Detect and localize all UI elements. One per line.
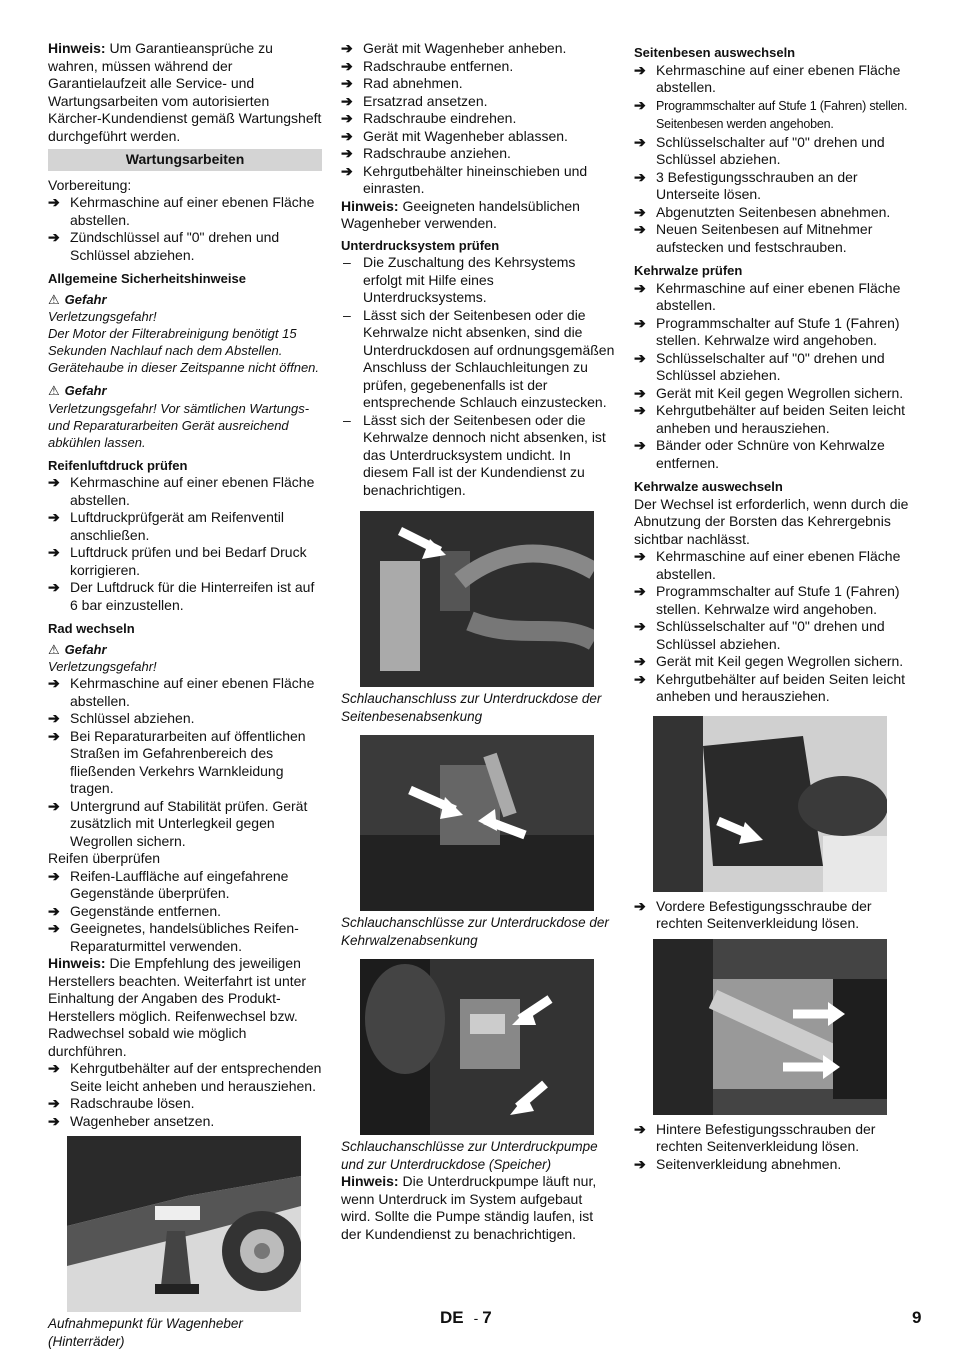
dash-bullet-icon: – <box>343 306 351 323</box>
dash-bullet-icon: – <box>343 254 351 270</box>
step-item <box>634 350 910 385</box>
step-text: Kehrgutbehälter auf der entsprechenden Seite leicht anheben und herausziehen. <box>70 1060 322 1094</box>
step-item <box>634 385 910 403</box>
step-text: Wagenheber ansetzen. <box>70 1112 215 1129</box>
step-item <box>634 671 910 706</box>
step-text: Radschraube anziehen. <box>363 145 511 161</box>
right-arrow-icon: ➔ <box>634 96 646 113</box>
step-text: Radschraube lösen. <box>70 1095 195 1111</box>
step-item <box>634 97 910 134</box>
step-text: Kehrgutbehälter auf beiden Seiten leicht anheben und herausziehen. <box>656 402 906 436</box>
right-arrow-icon: ➔ <box>48 544 60 560</box>
roller-swap-text: Der Wechsel ist erforderlich, wenn durch die Abnutzung der Borsten das Kehrergebnis sichtbar nachlässt. <box>634 495 909 547</box>
right-arrow-icon: ➔ <box>634 61 646 78</box>
rear-screw-photo <box>653 939 887 1115</box>
right-arrow-icon: ➔ <box>48 710 60 726</box>
step-item <box>341 163 615 198</box>
step-item <box>634 134 910 169</box>
right-arrow-icon: ➔ <box>48 920 60 936</box>
right-arrow-icon: ➔ <box>341 75 353 91</box>
right-arrow-icon: ➔ <box>341 40 353 56</box>
vacuum-heading: Unterdrucksystem prüfen <box>341 237 500 253</box>
right-arrow-icon: ➔ <box>48 229 60 245</box>
hint-paragraph: Hinweis: Die Unterdruckpumpe läuft nur, wenn Unterdruck im System aufgebaut wird. Sollte die Pumpe ständig laufen, ist der Kundendienst zu benachrichtigen. <box>341 1173 597 1242</box>
roller-check-heading: Kehrwalze prüfen <box>634 263 743 278</box>
wheel-change-heading: Rad wechseln <box>48 621 135 636</box>
figure-caption: Aufnahmepunkt für Wagenheber (Hinterräder) <box>48 1316 243 1349</box>
step-text: Geeignetes, handelsübliches Reifen-Reparaturmittel verwenden. <box>70 920 299 954</box>
tire-pressure-heading: Reifenluftdruck prüfen <box>48 457 188 473</box>
section-heading-bar: Wartungsarbeiten <box>48 149 322 171</box>
dash-bullet-icon: – <box>343 411 351 428</box>
step-text: Kehrmaschine auf einer ebenen Fläche abstellen. <box>70 675 315 709</box>
step-item <box>48 474 322 509</box>
step-item <box>634 1121 910 1156</box>
step-text: Untergrund auf Stabilität prüfen. Gerät zusätzlich mit Unterlegkeil gegen Wegrollen sichern. <box>70 797 308 849</box>
right-arrow-icon: ➔ <box>48 474 60 490</box>
step-item <box>634 62 910 97</box>
prep-step-list <box>48 194 322 264</box>
step-text: Bänder oder Schnüre von Kehrwalze entfernen. <box>656 437 885 471</box>
step-text: Hintere Befestigungsschrauben der rechten Seitenverkleidung lösen. <box>656 1120 876 1154</box>
step-item <box>48 1095 322 1113</box>
right-arrow-icon: ➔ <box>48 194 60 210</box>
danger-label: ⚠ Gefahr <box>48 291 107 307</box>
column-middle <box>341 40 615 1243</box>
vacuum-pump-photo <box>360 959 594 1135</box>
right-arrow-icon: ➔ <box>634 897 646 914</box>
step-text: Seitenverkleidung abnehmen. <box>656 1155 842 1172</box>
column-left <box>48 40 322 1350</box>
step-item <box>634 437 910 472</box>
step-text: Kehrmaschine auf einer ebenen Fläche abstellen. <box>656 61 901 95</box>
step-item <box>634 618 910 653</box>
hint-paragraph: Hinweis: Die Empfehlung des jeweiligen Herstellers beachten. Weiterfahrt ist unter Einhaltung der Angaben des Produkt-Herstellers möglich. Reifenwechsel bzw. Radwechsel sobald wie möglich durchführen. <box>48 955 307 1059</box>
right-arrow-icon: ➔ <box>341 57 353 74</box>
step-text: Die Zuschaltung des Kehrsystems erfolgt mit Hilfe eines Unterdrucksystems. <box>363 254 576 305</box>
danger-text: Der Motor der Filterabreinigung benötigt 15 Sekunden Nachlauf nach dem Abstellen. Gerätehaube in dieser Zeitspanne nicht öffnen. <box>48 326 320 375</box>
right-arrow-icon: ➔ <box>634 133 646 150</box>
step-text: Programmschalter auf Stufe 1 (Fahren) stellen. Kehrwalze wird angehoben. <box>656 583 900 617</box>
right-arrow-icon: ➔ <box>48 509 60 525</box>
step-text: Luftdruck prüfen und bei Bedarf Druck korrigieren. <box>70 544 307 578</box>
step-item <box>341 93 615 111</box>
roller-swap-step-list <box>634 548 910 706</box>
danger-text: Verletzungsgefahr! <box>48 309 157 324</box>
step-text: Rad abnehmen. <box>363 75 463 91</box>
right-arrow-icon: ➔ <box>48 675 60 691</box>
right-arrow-icon: ➔ <box>634 349 646 366</box>
vacuum-dash-list <box>341 254 615 499</box>
side-broom-hose-photo <box>360 511 594 687</box>
step-item <box>634 280 910 315</box>
right-arrow-icon: ➔ <box>48 579 60 595</box>
right-arrow-icon: ➔ <box>48 1060 60 1076</box>
step-text: Schlüssel abziehen. <box>70 710 195 726</box>
step-item <box>48 675 322 710</box>
right-arrow-icon: ➔ <box>634 583 646 599</box>
column-right <box>634 40 910 1173</box>
step-text: Schlüsselschalter auf "0" drehen und Schlüssel abziehen. <box>656 349 885 383</box>
step-text: Radschraube entfernen. <box>363 57 514 74</box>
right-arrow-icon: ➔ <box>634 203 646 220</box>
final-step-list <box>634 1121 910 1174</box>
step-item <box>634 169 910 204</box>
step-item <box>48 194 322 229</box>
step-text: Gerät mit Wagenheber anheben. <box>363 40 567 56</box>
step-text: 3 Befestigungsschrauben an der Unterseite lösen. <box>656 168 858 202</box>
step-item <box>634 315 910 350</box>
dash-item <box>341 307 615 412</box>
step-text: Lässt sich der Seitenbesen oder die Kehrwalze nicht absenken, sind die Unterdruckdosen auf ordnungsgemäßen Anschluss der Schlauchleitungen zu prüfen, gegebenenfalls ist der entsprechende Schlauch einzustecken. <box>363 306 615 410</box>
right-arrow-icon: ➔ <box>634 279 646 296</box>
right-arrow-icon: ➔ <box>634 437 646 453</box>
dash-item <box>341 254 615 307</box>
step-text: Lässt sich der Seitenbesen oder die Kehrwalze dennoch nicht absenken, ist das Unterdrucksystem undicht. In diesem Fall ist der Kundendienst zu benachrichtigen. <box>363 411 606 498</box>
step-item <box>48 1060 322 1095</box>
step-item <box>48 579 322 614</box>
right-arrow-icon: ➔ <box>634 314 646 331</box>
right-arrow-icon: ➔ <box>634 1155 646 1172</box>
step-text: Der Luftdruck für die Hinterreifen ist auf 6 bar einzustellen. <box>70 579 315 613</box>
danger-label: ⚠ Gefahr <box>48 641 107 657</box>
step-text: Gerät mit Keil gegen Wegrollen sichern. <box>656 653 904 669</box>
final-step-list <box>48 1060 322 1130</box>
hint-paragraph: Hinweis: Geeigneten handelsüblichen Wagenheber verwenden. <box>341 197 580 231</box>
step-item <box>48 920 322 955</box>
warning-triangle-icon: ⚠ <box>48 383 60 398</box>
right-arrow-icon: ➔ <box>341 162 353 179</box>
step-item <box>341 128 615 146</box>
tire-step-list <box>48 474 322 614</box>
right-arrow-icon: ➔ <box>634 548 646 564</box>
figure-caption: Schlauchanschlüsse zur Unterdruckpumpe und zur Unterdruckdose (Speicher) <box>341 1139 598 1172</box>
tire-check-label: Reifen überprüfen <box>48 850 161 866</box>
right-arrow-icon: ➔ <box>634 653 646 669</box>
danger-label: ⚠ Gefahr <box>48 383 107 398</box>
roller-hose-photo <box>360 735 594 911</box>
step-text: Programmschalter auf Stufe 1 (Fahren) stellen. Seitenbesen werden angehoben. <box>656 98 908 131</box>
right-arrow-icon: ➔ <box>634 168 646 185</box>
step-item <box>341 40 615 58</box>
roller-check-step-list <box>634 280 910 473</box>
step-text: Neuen Seitenbesen auf Mitnehmer aufstecken und festschrauben. <box>656 221 873 255</box>
step-text: Kehrmaschine auf einer ebenen Fläche abstellen. <box>70 194 315 228</box>
right-arrow-icon: ➔ <box>48 867 60 884</box>
warning-triangle-icon: ⚠ <box>48 641 60 657</box>
right-arrow-icon: ➔ <box>341 145 353 161</box>
step-text: Reifen-Lauffläche auf eingefahrene Gegenstände überprüfen. <box>70 867 289 901</box>
front-screw-photo <box>653 716 887 892</box>
right-arrow-icon: ➔ <box>634 1120 646 1137</box>
jack-point-photo <box>67 1136 301 1312</box>
warning-triangle-icon: ⚠ <box>48 291 60 307</box>
right-arrow-icon: ➔ <box>341 110 353 126</box>
step-text: Kehrgutbehälter hineinschieben und einrasten. <box>363 162 588 196</box>
step-item <box>48 544 322 579</box>
step-text: Schlüsselschalter auf "0" drehen und Schlüssel abziehen. <box>656 133 885 167</box>
right-arrow-icon: ➔ <box>341 92 353 109</box>
right-arrow-icon: ➔ <box>634 221 646 237</box>
figure-caption: Schlauchanschluss zur Unterdruckdose der Seitenbesenabsenkung <box>341 691 602 724</box>
step-text: Gerät mit Wagenheber ablassen. <box>363 127 568 144</box>
side-broom-step-list <box>634 62 910 257</box>
right-arrow-icon: ➔ <box>634 402 646 418</box>
step-item <box>341 145 615 163</box>
side-broom-heading: Seitenbesen auswechseln <box>634 45 796 60</box>
step-text: Gegenstände entfernen. <box>70 902 222 919</box>
page-number: 9 <box>912 1308 922 1327</box>
step-text: Abgenutzten Seitenbesen abnehmen. <box>656 203 891 220</box>
step-item <box>634 548 910 583</box>
step-item <box>634 583 910 618</box>
figure-caption: Schlauchanschlüsse zur Unterdruckdose der Kehrwalzenabsenkung <box>341 915 609 948</box>
right-arrow-icon: ➔ <box>48 797 60 814</box>
step-text: Kehrmaschine auf einer ebenen Fläche abstellen. <box>70 474 315 508</box>
danger-text: Verletzungsgefahr! <box>48 659 157 674</box>
danger-text: Verletzungsgefahr! Vor sämtlichen Wartungs- und Reparaturarbeiten Gerät ausreichend abkühlen lassen. <box>48 400 310 450</box>
right-arrow-icon: ➔ <box>48 727 60 744</box>
step-text: Luftdruckprüfgerät am Reifenventil anschließen. <box>70 509 284 543</box>
step-item <box>48 903 322 921</box>
step-item <box>634 221 910 256</box>
step-text: Gerät mit Keil gegen Wegrollen sichern. <box>656 384 904 401</box>
step-item <box>341 58 615 76</box>
prep-label: Vorbereitung: <box>48 176 132 193</box>
step-text: Schlüsselschalter auf "0" drehen und Schlüssel abziehen. <box>656 618 885 652</box>
step-item <box>634 1156 910 1174</box>
right-arrow-icon: ➔ <box>634 384 646 401</box>
safety-heading: Allgemeine Sicherheitshinweise <box>48 271 246 286</box>
step-item <box>48 710 322 728</box>
step-item <box>48 868 322 903</box>
right-arrow-icon: ➔ <box>48 1095 60 1111</box>
roller-swap-heading: Kehrwalze auswechseln <box>634 479 783 494</box>
step-item <box>48 1113 322 1131</box>
page-footer-left: DE - 7 <box>440 1308 492 1327</box>
hint-paragraph: Hinweis: Um Garantieansprüche zu wahren, müssen während der Garantielaufzeit alle Service- und Wartungsarbeiten vom autorisierten Kärcher-Kundendienst gemäß Wartungsheft durchgeführt werden. <box>48 40 322 144</box>
step-text: Ersatzrad ansetzen. <box>363 92 488 109</box>
step-item <box>634 653 910 671</box>
wheel-step-list <box>48 675 322 850</box>
step-item <box>634 204 910 222</box>
step-item <box>48 509 322 544</box>
step-item <box>341 110 615 128</box>
right-arrow-icon: ➔ <box>634 670 646 687</box>
step-text: Programmschalter auf Stufe 1 (Fahren) stellen. Kehrwalze wird angehoben. <box>656 314 900 348</box>
step-text: Kehrgutbehälter auf beiden Seiten leicht anheben und herausziehen. <box>656 670 906 704</box>
right-arrow-icon: ➔ <box>341 127 353 144</box>
right-arrow-icon: ➔ <box>48 902 60 919</box>
step-item <box>48 728 322 798</box>
tire-check-step-list <box>48 868 322 956</box>
step-item <box>341 75 615 93</box>
jack-step-list <box>341 40 615 198</box>
step-text: Kehrmaschine auf einer ebenen Fläche abstellen. <box>656 279 901 313</box>
step-item: ➔ Vordere Befestigungsschraube der rechten Seitenverkleidung lösen. <box>634 897 872 931</box>
step-item <box>48 229 322 264</box>
right-arrow-icon: ➔ <box>634 618 646 634</box>
step-text: Kehrmaschine auf einer ebenen Fläche abstellen. <box>656 548 901 582</box>
right-arrow-icon: ➔ <box>48 1112 60 1129</box>
step-text: Radschraube eindrehen. <box>363 110 517 126</box>
step-item <box>634 402 910 437</box>
dash-item <box>341 412 615 500</box>
step-item <box>48 798 322 851</box>
step-text: Bei Reparaturarbeiten auf öffentlichen Straßen im Gefahrenbereich des fließenden Verkehrs Warnkleidung tragen. <box>70 727 306 796</box>
step-text: Zündschlüssel auf "0" drehen und Schlüssel abziehen. <box>70 229 280 263</box>
